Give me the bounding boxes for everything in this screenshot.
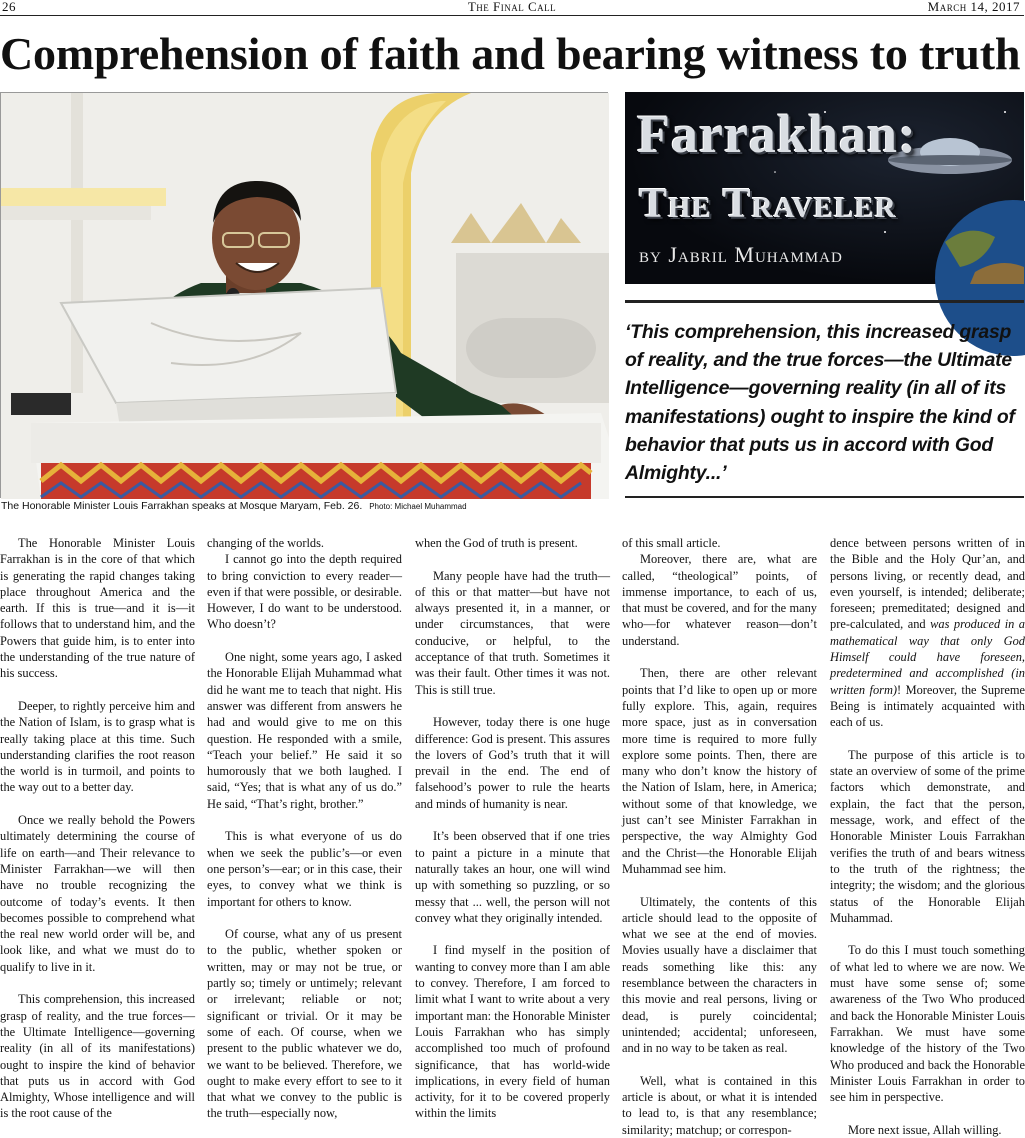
paragraph: More next issue, Allah willing. [848, 1122, 1002, 1137]
article-column-2 [207, 535, 402, 1121]
paragraph-continued: when the God of truth is present. [415, 536, 578, 550]
paragraph: This is what everyone of us do when we seek the public’s—or even one person’s—ear; or in this case, their eyes, to convey what we think is important for others to know. [207, 829, 402, 909]
banner-title-line2: The Traveler [639, 181, 897, 227]
issue-date: March 14, 2017 [927, 0, 1020, 14]
photo-credit: Photo: Michael Muhammad [369, 502, 467, 511]
speaker-at-podium-illustration [1, 93, 609, 499]
page-folio [0, 0, 1024, 16]
text-run: dence between persons written of in the Bible and the Holy Qur’an, and persons living, or recently dead, and even yourself, is intended; deliberate; foreseen; premeditated; designed and pre-calculated, and [830, 536, 1025, 632]
paragraph: One night, some years ago, I asked the Honorable Elijah Muhammad what did he want me to teach that night. His answer was different from answers he had and would give to me on this question. He responded with a smile, “Teach your belief.” He said it so humorously that we both laughed. I said, “Yes; that is what any of us do.” He said, “That’s right, brother.” [207, 650, 402, 811]
italic-emphasis: was produced in a mathematical way that only God Himself could have foreseen, predetermined and accomplished (in written form) [830, 617, 1025, 697]
paragraph: The Honorable Minister Louis Farrakhan is in the core of that which is generating the rapid changes taking place throughout America and the earth. If this is true—and it is—it follows that to understand him, and the Powers that guide him, is to enter into the understanding of the true nature of his success. [0, 536, 195, 681]
article-column-5 [830, 535, 1025, 1137]
paragraph-continued: of this small article. [622, 536, 721, 550]
article-column-4 [622, 535, 817, 1137]
paragraph: To do this I must touch something of what led to where we are now. We must have some sense of; some awareness of the Two Who produced and back the Honorable Minister Louis Farrakhan. We must have some knowledge of the history of the Two Who produced and back the Honorable Minister Louis Farrakhan in order to see him in perspective. [830, 943, 1025, 1105]
paragraph-continued [830, 535, 1025, 731]
photo-caption-text: The Honorable Minister Louis Farrakhan speaks at Mosque Maryam, Feb. 26. [1, 500, 363, 512]
headline: Comprehension of faith and bearing witness to truth [0, 28, 1021, 79]
pullquote-bottom-rule [625, 496, 1024, 498]
text-run: ! Moreover, the Supreme Being is intimately acquainted with each of us. [830, 682, 1025, 730]
photo-caption [1, 500, 467, 513]
paragraph-continued: changing of the worlds. [207, 536, 324, 550]
paragraph: Once we really behold the Powers ultimately determining the course of life on earth—and Their relevance to Minister Farrakhan—we will then have no trouble recognizing the outcome of today’s events. It then becomes possible to comprehend what the real new world order will be, and look like, and what we must do to qualify to live in it. [0, 813, 195, 974]
paragraph: I cannot go into the depth required to bring conviction to every reader—even if that were possible, or desirable. However, I do want to be understood. Who doesn’t? [207, 552, 402, 632]
paragraph: Of course, what any of us present to the public, whether spoken or written, may or may not be true, or partly so; timely or untimely; relevant or irrelevant; reliable or not; significant or trivial. Or it may be some of each. Of course, when we present to the public whatever we do, we want to be believed. Therefore, we ought to make every effort to see to it that what we convey to the public is the truth—especially now, [207, 927, 402, 1121]
paragraph: Well, what is contained in this article is about, or what it is intended to lead to, is that any resemblance; similarity; matchup; or correspon- [622, 1073, 817, 1137]
banner-byline: by Jabril Muhammad [639, 242, 843, 267]
paragraph: However, today there is one huge difference: God is present. This assures the lovers of God’s truth that it will prevail in the end. The end of falsehood’s power to rule the hearts and minds of humanity is near. [415, 715, 610, 811]
paragraph: The purpose of this article is to state an overview of some of the prime factors which demonstrate, and explain, the fact that the person, message, work, and effect of the Honorable Minister Louis Farrakhan verifies the truth of and bears witness to the truth of the rightness; the integrity; the wisdom; and the glorious status of the Honorable Elijah Muhammad. [830, 747, 1025, 925]
paragraph: Then, there are other relevant points that I’d like to open up or more fully explore. This, again, requires more space, just as in conversation more time is required to more fully explore some points. Then, there are many who don’t know the history of the Nation of Islam, here, in America; without some of that knowledge, we just can’t see Minister Farrakhan in perspective, the way Almighty God and the Christ—the Honorable Elijah Muhammad see him. [622, 666, 817, 876]
paragraph: Moreover, there are, what are called, “theological” points, of immense importance, to each of us, that must be covered, and for the many who—for whatever reason—don’t understand. [622, 552, 817, 648]
pull-quote: ‘This comprehension, this increased grasp of reality, and the true forces—the Ultimate Intelligence—governing reality (in all of its manifestations) ought to inspire the kind of behavior that puts us in accord with God Almighty...’ [625, 321, 1015, 485]
banner-title-line1: Farrakhan: [637, 104, 917, 164]
page-number: 26 [2, 0, 16, 14]
paragraph: Many people have had the truth—of this or that matter—but have not always presented it, in a manner, or under circumstances, that were conducive, or helpful, to the acceptance of that truth. Sometimes it was their fault. Other times it was not. This is still true. [415, 568, 610, 697]
article-column-3 [415, 535, 610, 1121]
article-column-1 [0, 535, 195, 1121]
paragraph: Ultimately, the contents of this article should lead to the opposite of what we see at the end of movies. Movies usually have a disclaimer that reads something like this: any resemblance between the characters in this movie and real persons, living or dead, is purely coincidental; unintended; accidental; unforeseen, and in no way to be taken as real. [622, 894, 817, 1056]
main-photo [0, 92, 608, 498]
paragraph: It’s been observed that if one tries to paint a picture in a minute that naturally takes an hour, one will wind up with something so puzzling, or so messy that ... well, the person will not convey what they originally intended. [415, 829, 610, 925]
paragraph: Deeper, to rightly perceive him and the Nation of Islam, is to grasp what is really taking place at this time. Such understanding clarifies the root reason the world is in turmoil, and points to the way out to a better day. [0, 698, 195, 795]
paragraph: This comprehension, this increased grasp of reality, and the true forces—the Ultimate Intelligence—governing reality (in all of its manifestations) ought to inspire the kind of behavior that puts us in accord with God Almighty, Whose intelligence and will is the root cause of the [0, 992, 195, 1121]
publication-name: The Final Call [467, 0, 557, 14]
column-banner [625, 92, 1024, 284]
pullquote-top-rule [625, 300, 1024, 303]
paragraph: I find myself in the position of wanting to convey more than I am able to convey. Therefore, I am forced to limit what I want to write about a very important man: the Honorable Minister Louis Farrakhan who has simply accomplished too much of profound significance, that has world-wide implications, in every field of human activity, for it to be covered properly within the limits [415, 943, 610, 1121]
